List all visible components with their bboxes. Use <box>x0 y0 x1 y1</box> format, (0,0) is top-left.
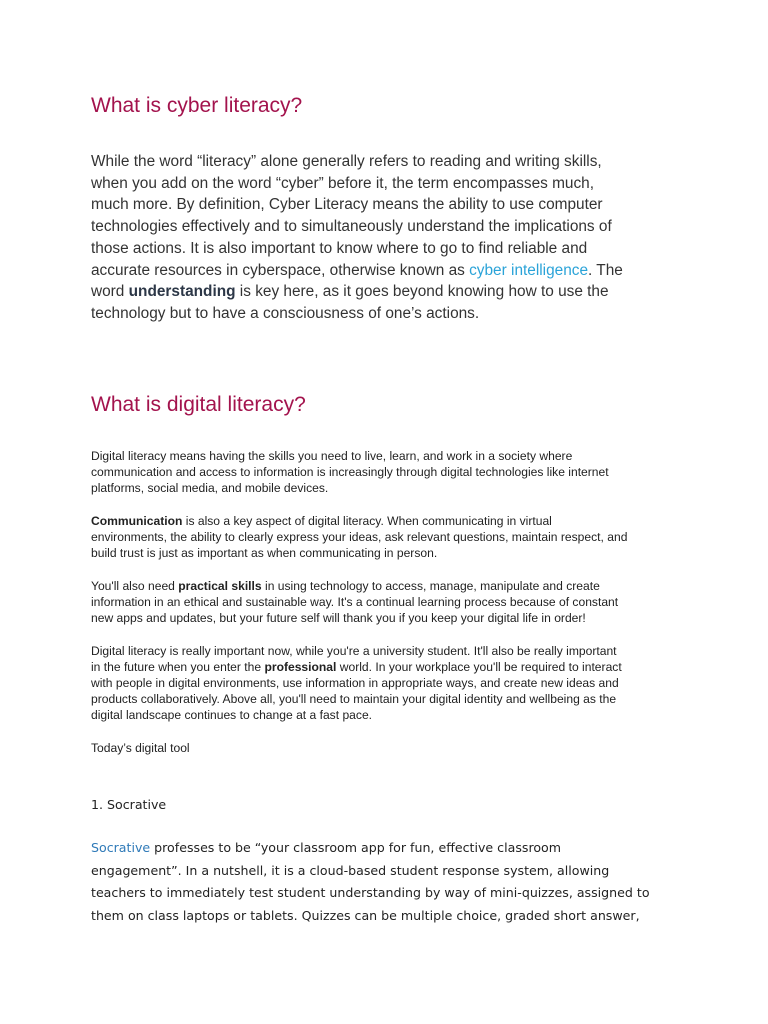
text-line: products collaboratively. Above all, you'll need to maintain your digital identity and wellbeing as the <box>91 692 617 706</box>
text-line <box>91 837 691 860</box>
text-segment: word <box>91 283 129 301</box>
text-segment: is key here, as it goes beyond knowing how to use the <box>235 283 609 301</box>
text-segment: . The <box>588 261 623 279</box>
text-line: those actions. It is also important to know where to go to find reliable and <box>91 239 588 257</box>
text-line <box>91 281 691 303</box>
cyber-literacy-paragraph <box>91 151 691 325</box>
bold-understanding: understanding <box>128 283 236 301</box>
text-line <box>91 659 691 675</box>
digital-literacy-heading: What is digital literacy? <box>91 393 306 416</box>
text-line: Digital literacy is really important now, while you're a university student. It'll also be really important <box>91 644 617 658</box>
text-line: when you add on the word “cyber” before it, the term encompasses much, <box>91 174 595 192</box>
bold-practical-skills: practical skills <box>178 579 262 593</box>
text-segment: You'll also need <box>91 579 179 593</box>
text-line: with people in digital environments, use information in appropriate ways, and create new ideas and <box>91 676 619 690</box>
socrative-link[interactable]: Socrative <box>91 840 151 855</box>
text-line: information in an ethical and sustainable way. It's a continual learning process because of constant <box>91 595 619 609</box>
text-line: engagement”. In a nutshell, it is a cloud-based student response system, allowing <box>91 862 610 878</box>
text-line: teachers to immediately test student understanding by way of mini-quizzes, assigned to <box>91 885 650 900</box>
text-line: much more. By definition, Cyber Literacy means the ability to use computer <box>91 196 603 214</box>
bold-professional: professional <box>264 660 337 674</box>
text-segment: accurate resources in cyberspace, otherwise known as <box>91 261 470 279</box>
text-line: environments, the ability to clearly express your ideas, ask relevant questions, maintain respect, and <box>91 530 628 544</box>
cyber-literacy-heading: What is cyber literacy? <box>91 94 303 117</box>
text-line: communication and access to information is increasingly through digital technologies like internet <box>91 465 609 479</box>
text-line: build trust is just as important as when communicating in person. <box>91 546 438 560</box>
text-segment: is also a key aspect of digital literacy. When communicating in virtual <box>182 514 552 528</box>
text-line: technology but to have a consciousness of one’s actions. <box>91 304 480 322</box>
digital-literacy-paragraph-3 <box>91 578 691 626</box>
text-line: platforms, social media, and mobile devices. <box>91 481 329 495</box>
text-segment: in using technology to access, manage, manipulate and create <box>261 579 600 593</box>
todays-digital-tool: Today’s digital tool <box>91 741 190 755</box>
text-line: digital landscape continues to change at a fast pace. <box>91 708 373 722</box>
text-line: technologies effectively and to simultaneously understand the implications of <box>91 218 612 236</box>
bold-communication: Communication <box>91 514 183 528</box>
text-line: While the word “literacy” alone generally refers to reading and writing skills, <box>91 153 602 170</box>
socrative-heading: 1. Socrative <box>91 797 167 812</box>
text-line: new apps and updates, but your future self will thank you if you keep your digital life in order! <box>91 611 586 625</box>
text-line: Digital literacy means having the skills you need to live, learn, and work in a society where <box>91 449 573 463</box>
text-segment: professes to be “your classroom app for fun, effective classroom <box>150 840 562 855</box>
socrative-paragraph <box>91 837 691 927</box>
digital-literacy-paragraph-2 <box>91 513 691 561</box>
text-segment: in the future when you enter the <box>91 660 265 674</box>
text-line <box>91 260 691 282</box>
text-line <box>91 513 691 529</box>
cyber-intelligence-link[interactable]: cyber intelligence <box>469 261 589 279</box>
text-line <box>91 578 691 594</box>
digital-literacy-paragraph-1 <box>91 448 691 496</box>
digital-literacy-paragraph-4 <box>91 643 691 723</box>
text-line: them on class laptops or tablets. Quizzes can be multiple choice, graded short answer, <box>91 907 640 923</box>
text-segment: world. In your workplace you'll be required to interact <box>336 660 622 674</box>
